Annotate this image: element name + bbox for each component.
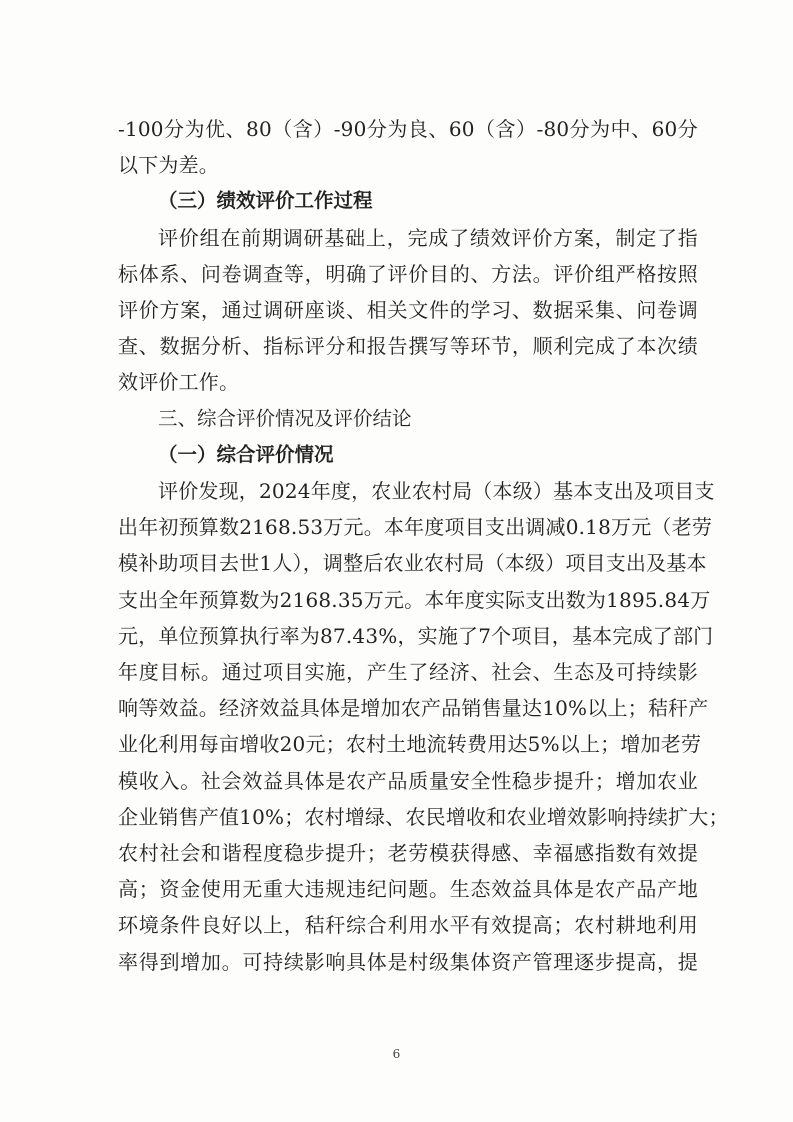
section-heading-overall-situation: （一）综合评价情况 <box>158 442 334 466</box>
text-line: 企业销售产值10%；农村增绿、农民增收和农业增效影响持续扩大； <box>118 804 729 829</box>
text-line: 出年初预算数2168.53万元。本年度项目支出调减0.18万元（老劳 <box>118 515 713 540</box>
document-body <box>118 111 729 980</box>
text-line: 农村社会和谐程度稳步提升；老劳模获得感、幸福感指数有效提 <box>118 841 698 866</box>
section-heading-evaluation-process: （三）绩效评价工作过程 <box>158 189 373 213</box>
paragraph-score-grades <box>118 111 698 183</box>
text-line: 环境条件良好以上，秸秆综合利用水平有效提高；农村耕地利用 <box>118 913 698 938</box>
text-line: 响等效益。经济效益具体是增加农产品销售量达10%以上；秸秆产 <box>118 696 709 721</box>
text-line: 率得到增加。可持续影响具体是村级集体资产管理逐步提高，提 <box>118 949 698 974</box>
text-line: 效评价工作。 <box>118 370 240 395</box>
page-number: 6 <box>392 1047 401 1061</box>
text-line: 业化利用每亩增收20元；农村土地流转费用达5%以上；增加老劳 <box>118 732 702 757</box>
text-line: 模补助项目去世1人），调整后农业农村局（本级）项目支出及基本 <box>118 551 707 576</box>
chapter-heading-overall-evaluation: 三、综合评价情况及评价结论 <box>158 406 412 430</box>
text-line: 模收入。社会效益具体是农产品质量安全性稳步提升；增加农业 <box>118 768 698 793</box>
text-line: 评价发现，2024年度，农业农村局（本级）基本支出及项目支 <box>158 479 715 504</box>
text-line: 高；资金使用无重大违规违纪问题。生态效益具体是农产品产地 <box>118 877 698 902</box>
text-line: 评价方案，通过调研座谈、相关文件的学习、数据采集、问卷调 <box>118 298 698 323</box>
text-line: 评价组在前期调研基础上，完成了绩效评价方案，制定了指 <box>158 225 698 250</box>
text-line: 查、数据分析、指标评分和报告撰写等环节，顺利完成了本次绩 <box>118 334 698 359</box>
text-line: -100分为优、80（含）-90分为良、60（含）-80分为中、60分 <box>118 117 698 141</box>
text-line: 元，单位预算执行率为87.43%，实施了7个项目，基本完成了部门 <box>118 623 714 648</box>
text-line: 标体系、问卷调查等，明确了评价目的、方法。评价组严格按照 <box>118 261 698 286</box>
text-line: 以下为差。 <box>118 153 219 178</box>
paragraph-overall-situation <box>118 473 729 980</box>
paragraph-evaluation-process <box>118 220 698 401</box>
text-line: 支出全年预算数为2168.35万元。本年度实际支出数为1895.84万 <box>118 587 711 612</box>
text-line: 年度目标。通过项目实施，产生了经济、社会、生态及可持续影 <box>118 660 698 685</box>
